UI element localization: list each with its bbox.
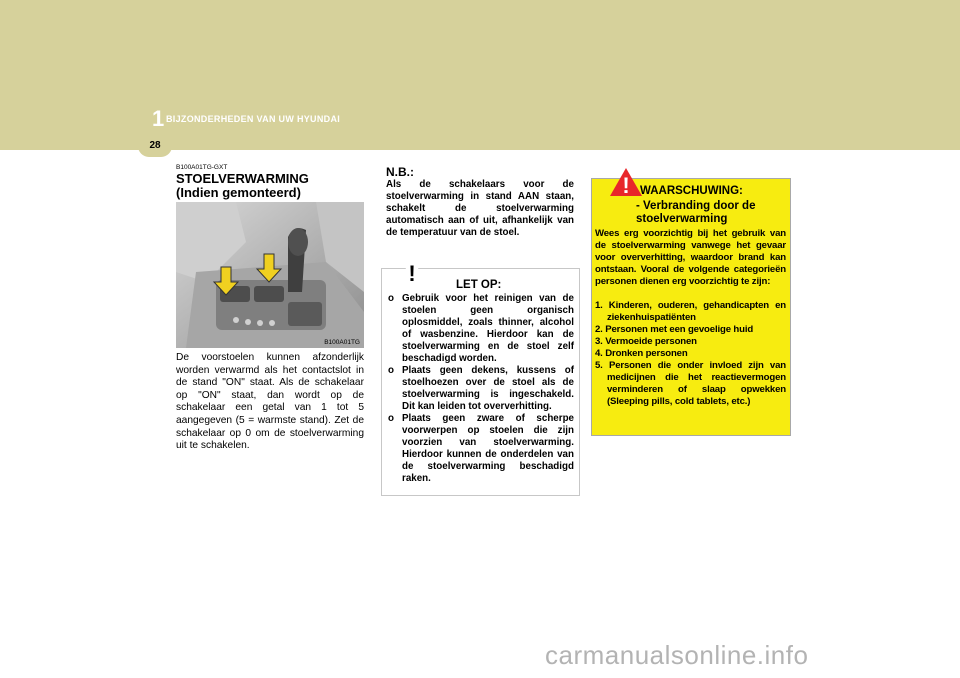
- console-illustration: [176, 202, 364, 348]
- note-title: N.B.:: [386, 165, 414, 179]
- photo-code: B100A01TG: [324, 339, 360, 346]
- warning-list: [595, 300, 786, 408]
- warning-title: WAARSCHUWING:: [640, 185, 743, 197]
- svg-text:!: !: [622, 173, 630, 197]
- caution-item: o Plaats geen zware of scherpe voorwerpen op stoelen die zijn voorzien van stoelverwarming. Hierdoor kunnen de onderdelen van de stoelverwarming beschadigd raken.: [388, 413, 574, 484]
- exclamation-triangle-icon: [397, 257, 427, 285]
- heading-line-2: (Indien gemonteerd): [176, 185, 301, 200]
- note-text: Als de schakelaars voor de stoelverwarming in stand AAN staan, schakelt de stoelverwarming automatisch aan of uit, afhankelijk van de temperatuur van de stoel.: [386, 179, 574, 238]
- warning-item: 1. Kinderen, ouderen, gehandicapten en ziekenhuispatiënten: [595, 300, 786, 323]
- warning-body: Wees erg voorzichtig bij het gebruik van de stoelverwarming vanwege het gevaar voor oververhitting, waardoor brand kan ontstaan. Vooral de volgende categorieën personen dienen erg voorzichtig te zijn:: [595, 228, 786, 287]
- seat-heater-description: De voorstoelen kunnen afzonderlijk worden verwarmd als het contactslot in de stand "ON" staat. Als de schakelaar op "ON" staat, dan wordt op de schakelaar een getal van 1 tot 5 aangegeven (5 = warmste stand). Zet de schakelaar op 0 om de stoelverwarming uit te schakelen.: [176, 352, 364, 452]
- caution-item: o Plaats geen dekens, kussens of stoelhoezen over de stoel als de stoelverwarming is ingeschakeld. Dit kan leiden tot oververhitting.: [388, 365, 574, 412]
- caution-title: LET OP:: [456, 279, 502, 291]
- warning-item: 5. Personen die onder invloed zijn van medicijnen die het reactievermogen verminderen of slaap opwekken (Sleeping pills, cold tablets, etc.): [595, 360, 786, 407]
- note-block: [386, 165, 574, 239]
- section-number: 1: [152, 106, 165, 131]
- watermark: carmanualsonline.info: [545, 640, 809, 670]
- svg-text:!: !: [408, 261, 416, 285]
- warning-item: 2. Personen met een gevoelige huid: [595, 324, 754, 335]
- warning-item: 4. Dronken personen: [595, 348, 688, 359]
- section-title: BIJZONDERHEDEN VAN UW HYUNDAI: [166, 114, 341, 124]
- exclamation-triangle-icon: [609, 167, 643, 197]
- warning-box: [591, 173, 791, 436]
- warning-subtitle: - Verbranding door de stoelverwarming: [636, 200, 756, 225]
- caution-list: [388, 293, 574, 485]
- header-band: [0, 0, 960, 150]
- section-code: B100A01TG-GXT: [176, 164, 228, 171]
- caution-box: [381, 261, 580, 496]
- page-heading: [176, 172, 309, 200]
- seat-heater-photo: [176, 202, 364, 348]
- warning-item: 3. Vermoeide personen: [595, 336, 697, 347]
- caution-item: o Gebruik voor het reinigen van de stoelen geen organisch oplosmiddel, zoals thinner, alcohol of wasbenzine. Hierdoor kan de stoelverwarming en de stoel zelf beschadigd worden.: [388, 293, 574, 364]
- heading-line-1: STOELVERWARMING: [176, 171, 309, 186]
- page-number: 28: [138, 135, 172, 157]
